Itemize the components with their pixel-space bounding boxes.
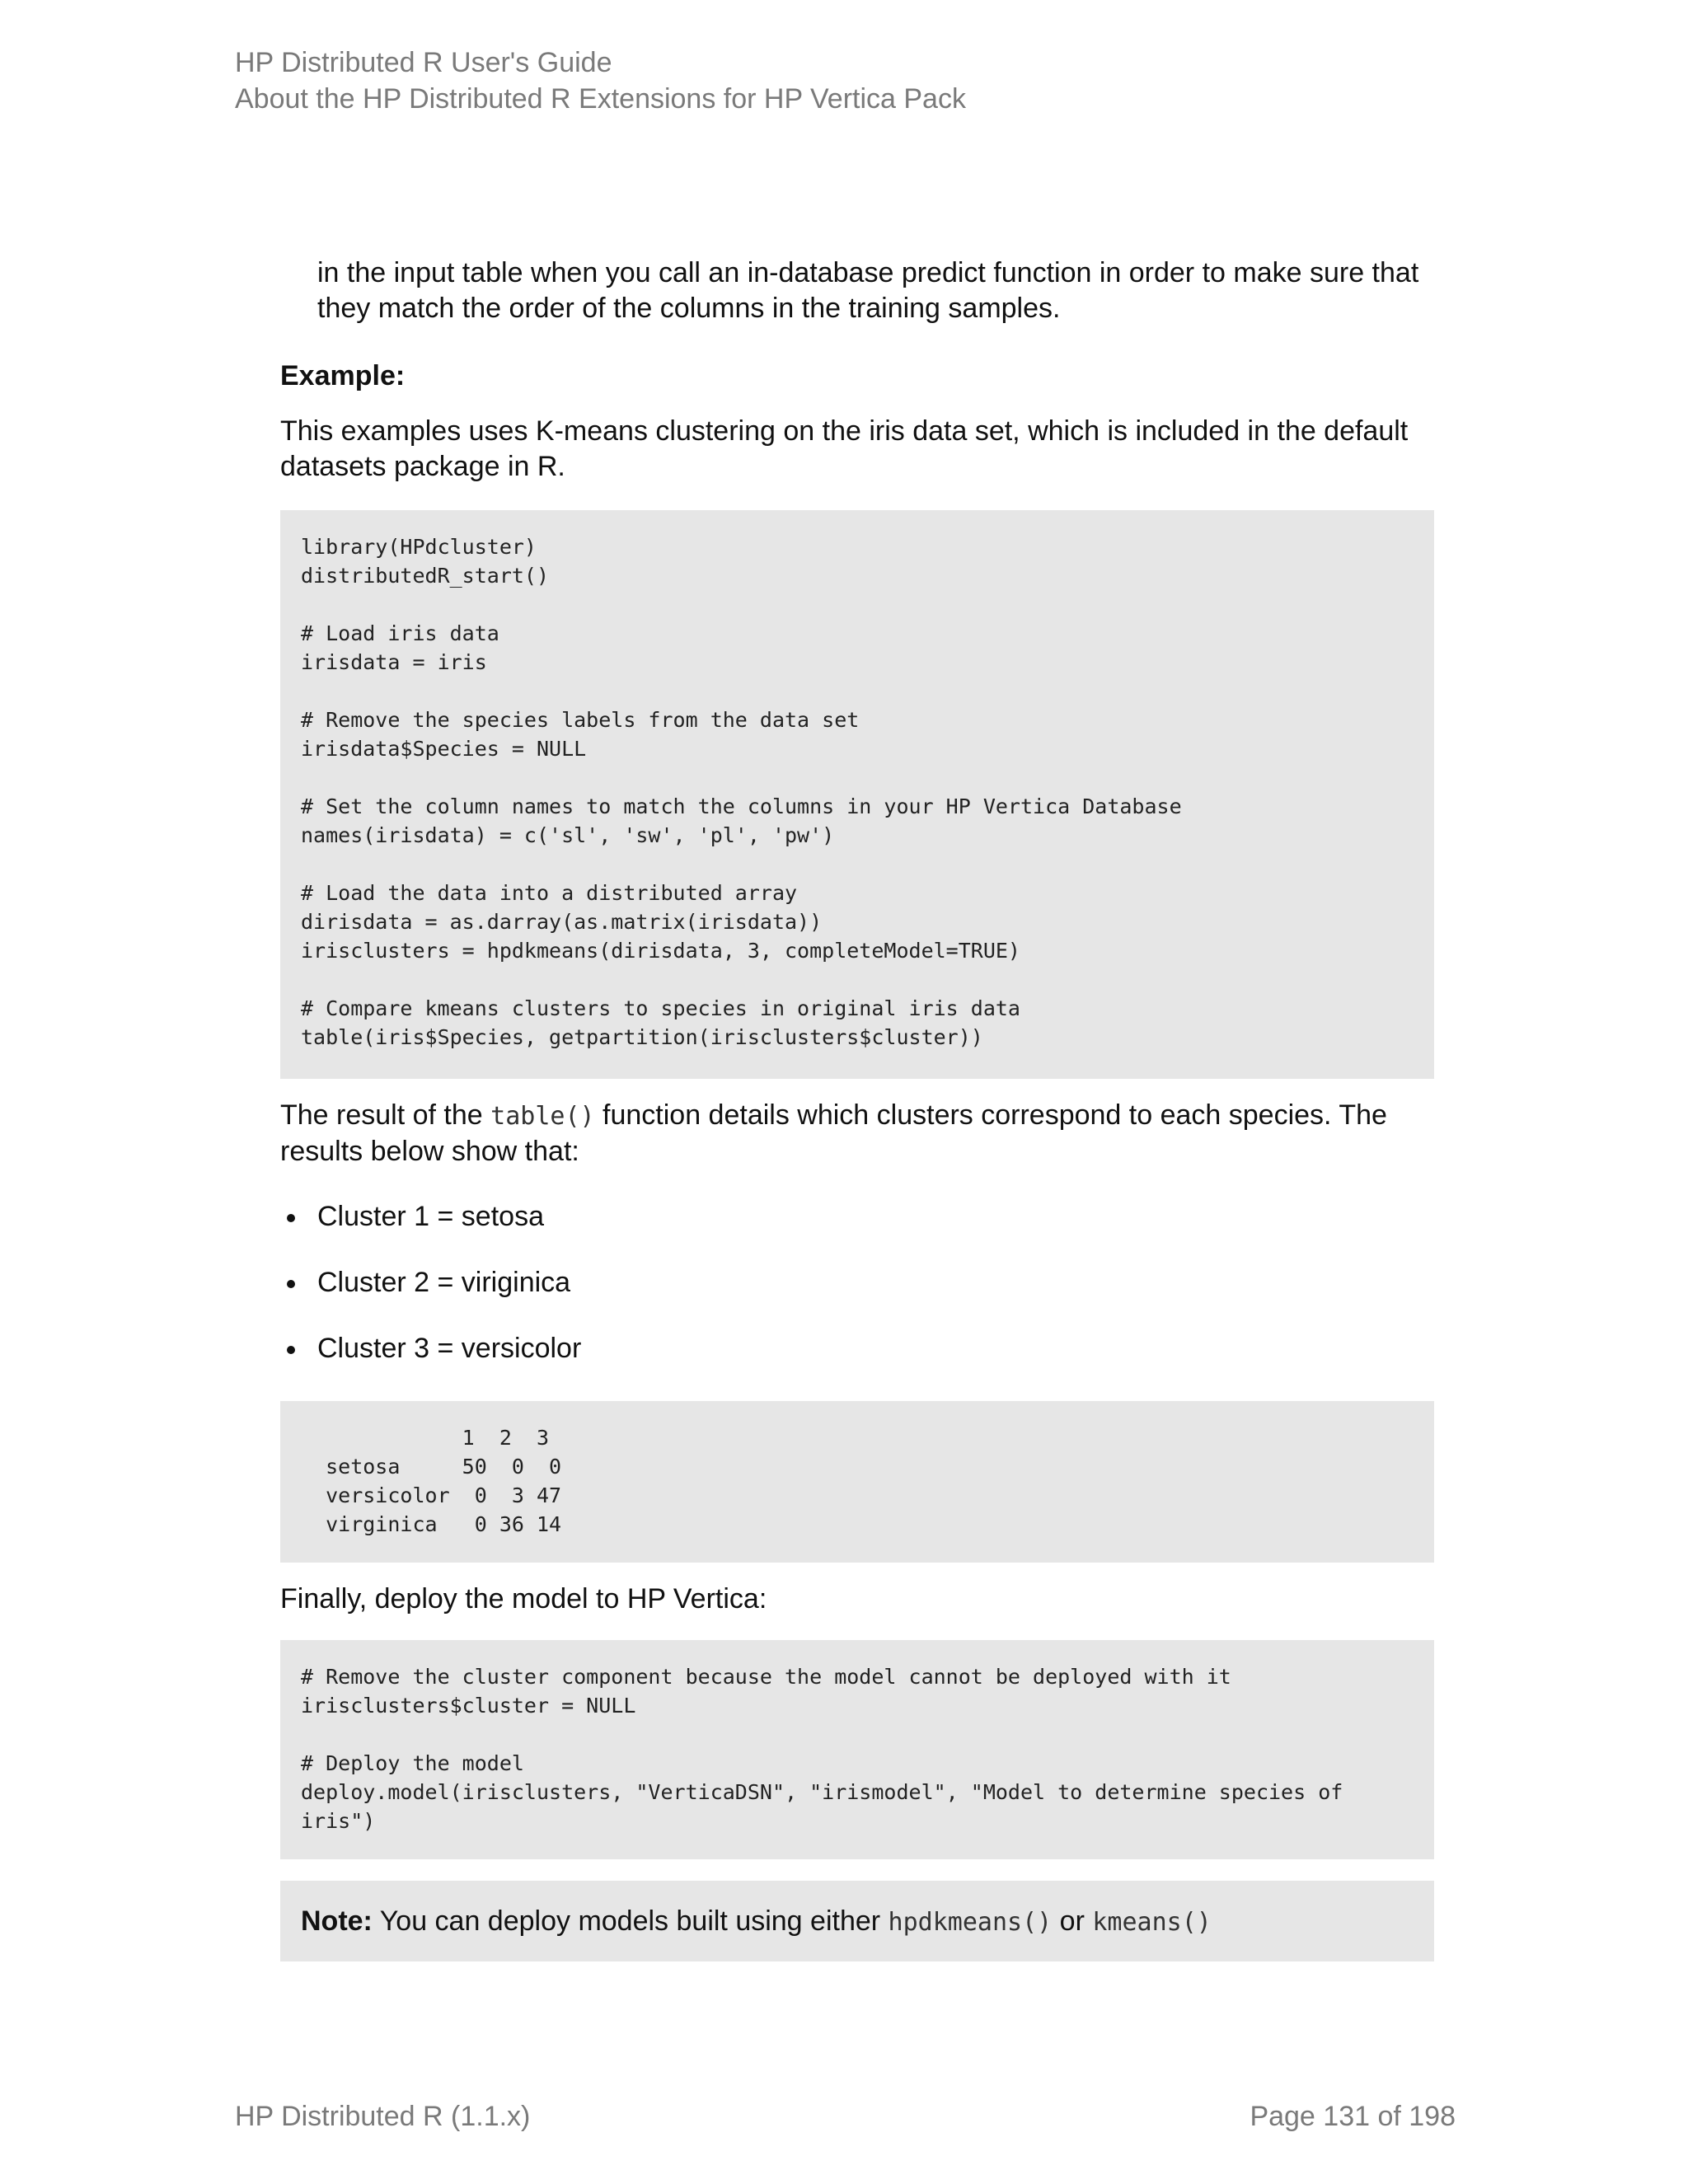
- code-line: names(irisdata) = c('sl', 'sw', 'pl', 'pw'): [301, 823, 835, 847]
- code-block-kmeans: [280, 510, 1434, 1079]
- code-line: 1 2 3: [301, 1426, 550, 1450]
- inline-code-hpdkmeans: hpdkmeans(): [888, 1908, 1053, 1937]
- inline-code-kmeans: kmeans(): [1092, 1908, 1212, 1937]
- code-line: [301, 1720, 1414, 1749]
- code-line: [301, 590, 1414, 619]
- code-line: [301, 677, 1414, 705]
- note-box: [280, 1881, 1434, 1961]
- bullet-dot-icon: [287, 1280, 295, 1288]
- code-line: # Load the data into a distributed array: [301, 881, 798, 905]
- example-heading: Example:: [280, 360, 406, 391]
- section-title: About the HP Distributed R Extensions for HP Vertica Pack: [235, 83, 966, 115]
- footer-page-number: Page 131 of 198: [1250, 2101, 1456, 2132]
- result-text-before: The result of the: [280, 1099, 491, 1131]
- code-line: setosa 50 0 0: [301, 1455, 562, 1479]
- code-line: # Compare kmeans clusters to species in original iris data: [301, 996, 1020, 1020]
- continued-paragraph: in the input table when you call an in-database predict function in order to make sure that they match the order of the columns in the training samples.: [317, 257, 1419, 324]
- footer-product-version: HP Distributed R (1.1.x): [235, 2101, 531, 2132]
- code-block-deploy: [280, 1640, 1434, 1859]
- code-line: versicolor 0 3 47: [301, 1483, 562, 1507]
- running-header: [235, 45, 966, 117]
- bullet-dot-icon: [287, 1346, 295, 1354]
- bullet-dot-icon: [287, 1214, 295, 1222]
- code-line: dirisdata = as.darray(as.matrix(irisdata)): [301, 910, 823, 934]
- code-line: iris"): [301, 1809, 376, 1833]
- code-line: # Deploy the model: [301, 1751, 524, 1775]
- note-label: Note:: [301, 1905, 373, 1937]
- note-text-middle: or: [1052, 1905, 1093, 1937]
- code-line: irisdata$Species = NULL: [301, 737, 587, 761]
- intro-paragraph: This examples uses K-means clustering on the iris data set, which is included in the default datasets package in R.: [280, 415, 1409, 482]
- code-line: # Set the column names to match the columns in your HP Vertica Database: [301, 794, 1182, 818]
- code-line: table(iris$Species, getpartition(irisclusters$cluster)): [301, 1025, 983, 1049]
- bullet-text: Cluster 2 = viriginica: [317, 1267, 571, 1298]
- code-line: irisdata = iris: [301, 650, 487, 674]
- code-line: [301, 850, 1414, 879]
- code-line: library(HPdcluster): [301, 535, 537, 559]
- code-line: # Remove the cluster component because the model cannot be deployed with it: [301, 1665, 1231, 1689]
- code-block-cluster-table: [280, 1401, 1434, 1563]
- deploy-paragraph: Finally, deploy the model to HP Vertica:: [280, 1583, 767, 1615]
- inline-code-table: table(): [490, 1102, 595, 1131]
- code-line: deploy.model(irisclusters, "VerticaDSN", "irismodel", "Model to determine species of: [301, 1780, 1343, 1804]
- bullet-text: Cluster 3 = versicolor: [317, 1333, 582, 1364]
- code-line: virginica 0 36 14: [301, 1512, 562, 1536]
- note-text-before: You can deploy models built using either: [372, 1905, 889, 1937]
- code-line: irisclusters$cluster = NULL: [301, 1694, 636, 1718]
- code-line: irisclusters = hpdkmeans(dirisdata, 3, completeModel=TRUE): [301, 939, 1020, 963]
- code-line: distributedR_start(): [301, 564, 550, 588]
- code-line: [301, 763, 1414, 792]
- code-line: # Remove the species labels from the data set: [301, 708, 860, 732]
- code-line: [301, 965, 1414, 994]
- bullet-text: Cluster 1 = setosa: [317, 1201, 544, 1232]
- result-text-after: function details which clusters correspond to each species. The results below show that:: [280, 1099, 1387, 1167]
- code-line: # Load iris data: [301, 621, 499, 645]
- result-paragraph: [280, 1098, 1434, 1169]
- document-title: HP Distributed R User's Guide: [235, 47, 612, 78]
